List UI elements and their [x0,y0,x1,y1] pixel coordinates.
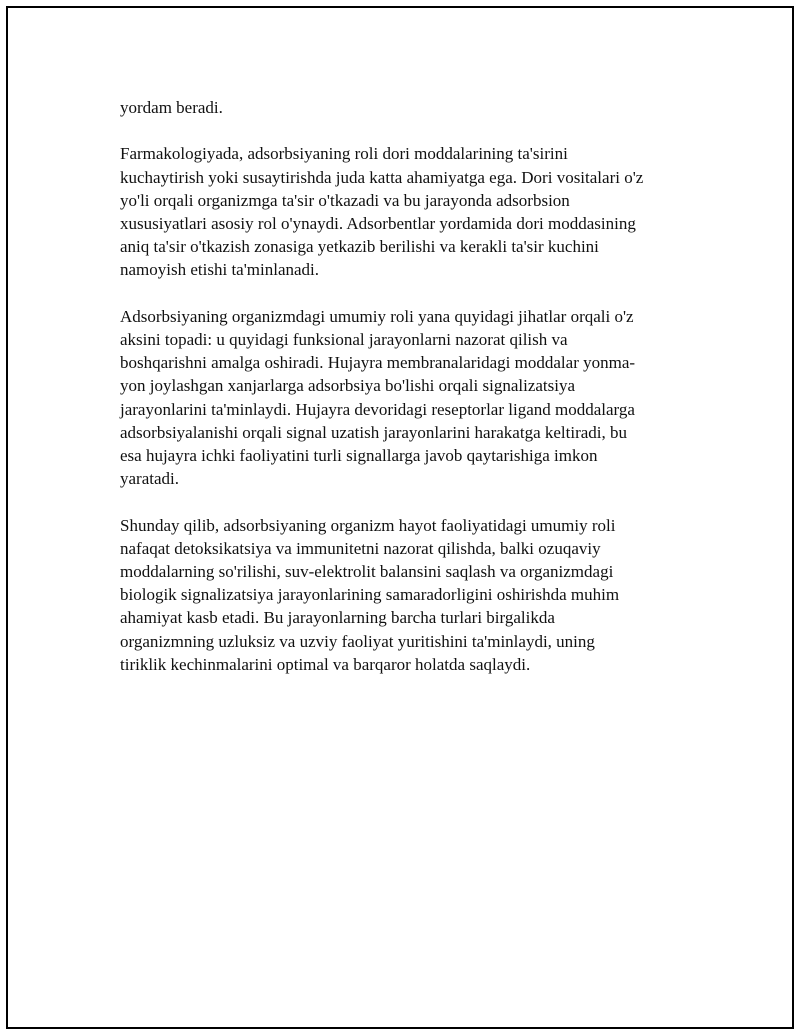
paragraph-4 [120,514,680,676]
text-line: ahamiyat kasb etadi. Bu jarayonlarning barcha turlari birgalikda [120,608,555,628]
text-line: yo'li orqali organizmga ta'sir o'tkazadi va bu jarayonda adsorbsion [120,190,570,210]
document-body [120,96,680,699]
text-line: aniq ta'sir o'tkazish zonasiga yetkazib berilishi va kerakli ta'sir kuchini [120,237,599,257]
text-line: Shunday qilib, adsorbsiyaning organizm hayot faoliyatidagi umumiy roli [120,515,616,535]
text-line: nafaqat detoksikatsiya va immunitetni nazorat qilishda, balki ozuqaviy [120,538,601,558]
text-line: jarayonlarini ta'minlaydi. Hujayra devoridagi reseptorlar ligand moddalarga [120,399,635,419]
paragraph-3 [120,305,680,491]
text-line: biologik signalizatsiya jarayonlarining samaradorligini oshirishda muhim [120,585,620,605]
text-line: moddalarning so'rilishi, suv-elektrolit balansini saqlash va organizmdagi [120,562,614,582]
text-line: aksini topadi: u quyidagi funksional jarayonlarni nazorat qilish va [120,330,568,349]
text-line: yon joylashgan xanjarlarga adsorbsiya bo'lishi orqali signalizatsiya [120,376,576,396]
text-line: organizmning uzluksiz va uzviy faoliyat yuritishini ta'minlaydi, uning [120,631,595,651]
text-line: yordam beradi. [120,98,223,117]
text-line: Adsorbsiyaning organizmdagi umumiy roli yana quyidagi jihatlar orqali o'z [120,306,634,326]
text-line: adsorbsiyalanishi orqali signal uzatish jarayonlarini harakatga keltiradi, bu [120,422,628,442]
text-line: boshqarishni amalga oshiradi. Hujayra membranalaridagi moddalar yonma- [120,353,636,373]
paragraph-2 [120,142,680,281]
paragraph-1 [120,96,680,119]
page-frame [6,6,794,1029]
text-line: Farmakologiyada, adsorbsiyaning roli dori moddalarining ta'sirini [120,144,568,164]
text-line: kuchaytirish yoki susaytirishda juda katta ahamiyatga ega. Dori vositalari o'z [120,167,644,187]
text-line: esa hujayra ichki faoliyatini turli signallarga javob qaytarishiga imkon [120,446,598,466]
text-line: tiriklik kechinmalarini optimal va barqaror holatda saqlaydi. [120,654,531,674]
text-line: yaratadi. [120,469,179,489]
text-line: xususiyatlari asosiy rol o'ynaydi. Adsorbentlar yordamida dori moddasining [120,214,636,233]
text-line: namoyish etishi ta'minlanadi. [120,260,320,280]
